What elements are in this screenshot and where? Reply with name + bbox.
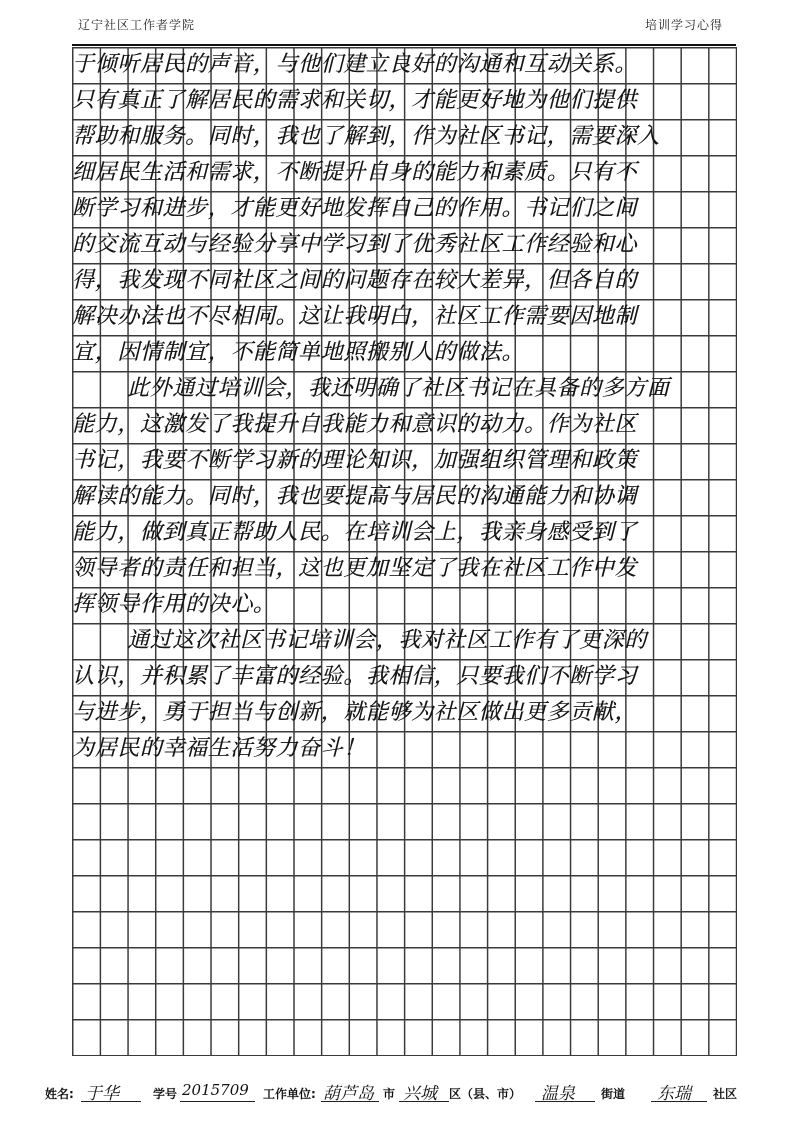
- text-line: 于倾听居民的声音，与他们建立良好的沟通和互动关系。: [72, 52, 638, 77]
- header-institution: 辽宁社区工作者学院: [78, 18, 196, 32]
- name-label: 姓名:: [45, 1087, 74, 1101]
- text-line: 解读的能力。同时，我也要提高与居民的沟通能力和协调: [72, 484, 638, 509]
- text-line: 细居民生活和需求，不断提升自身的能力和素质。只有不: [72, 160, 638, 185]
- text-line: 能力，做到真正帮助人民。在培训会上，我亲身感受到了: [72, 520, 638, 545]
- text-line: 得，我发现不同社区之间的问题存在较大差异，但各自的: [72, 268, 638, 293]
- name-underline: [81, 1101, 141, 1102]
- text-line: 的交流互动与经验分享中学习到了优秀社区工作经验和心: [72, 232, 638, 257]
- unit-label: 工作单位:: [263, 1087, 316, 1101]
- text-line: 通过这次社区书记培训会，我对社区工作有了更深的: [127, 628, 647, 653]
- text-line: 认识，并积累了丰富的经验。我相信，只要我们不断学习: [72, 664, 638, 689]
- text-line: 挥领导作用的决心。: [72, 592, 276, 617]
- text-line: 断学习和进步，才能更好地发挥自己的作用。书记们之间: [72, 196, 638, 221]
- text-line: 宜，因情制宜，不能简单地照搬别人的做法。: [72, 340, 525, 365]
- handwritten-text: [72, 47, 736, 1055]
- city-label: 市: [383, 1087, 396, 1101]
- district-value: 兴城: [403, 1084, 437, 1104]
- district-underline: [399, 1101, 449, 1102]
- city-value: 葫芦岛: [323, 1084, 374, 1104]
- city-underline: [321, 1101, 379, 1102]
- text-line: 与进步，勇于担当与创新，就能够为社区做出更多贡献，: [72, 700, 638, 725]
- street-underline: [535, 1101, 595, 1102]
- header-title: 培训学习心得: [644, 18, 723, 32]
- text-line: 领导者的责任和担当，这也更加坚定了我在社区工作中发: [72, 556, 638, 581]
- community-underline: [651, 1101, 707, 1102]
- community-value: 东瑞: [657, 1084, 691, 1104]
- text-line: 只有真正了解居民的需求和关切，才能更好地为他们提供: [72, 88, 638, 113]
- id-value: 2015709: [182, 1081, 249, 1099]
- community-label: 社区: [713, 1087, 738, 1101]
- text-line: 书记，我要不断学习新的理论知识，加强组织管理和政策: [72, 448, 638, 473]
- district-label: 区（县、市）: [449, 1087, 522, 1101]
- text-line: 解决办法也不尽相同。这让我明白，社区工作需要因地制: [72, 304, 638, 329]
- text-line: 为居民的幸福生活努力奋斗！: [72, 736, 366, 761]
- street-label: 街道: [601, 1087, 626, 1101]
- footer-info: [45, 1077, 765, 1107]
- street-value: 温泉: [541, 1084, 575, 1104]
- id-underline: [180, 1101, 255, 1102]
- text-line: 此外通过培训会，我还明确了社区书记在具备的多方面: [127, 376, 670, 401]
- header-divider: [72, 44, 736, 46]
- name-value: 于华: [85, 1084, 119, 1104]
- text-line: 帮助和服务。同时，我也了解到，作为社区书记，需要深入: [72, 124, 660, 149]
- text-line: 能力，这激发了我提升自我能力和意识的动力。作为社区: [72, 412, 638, 437]
- id-label: 学号: [153, 1087, 178, 1101]
